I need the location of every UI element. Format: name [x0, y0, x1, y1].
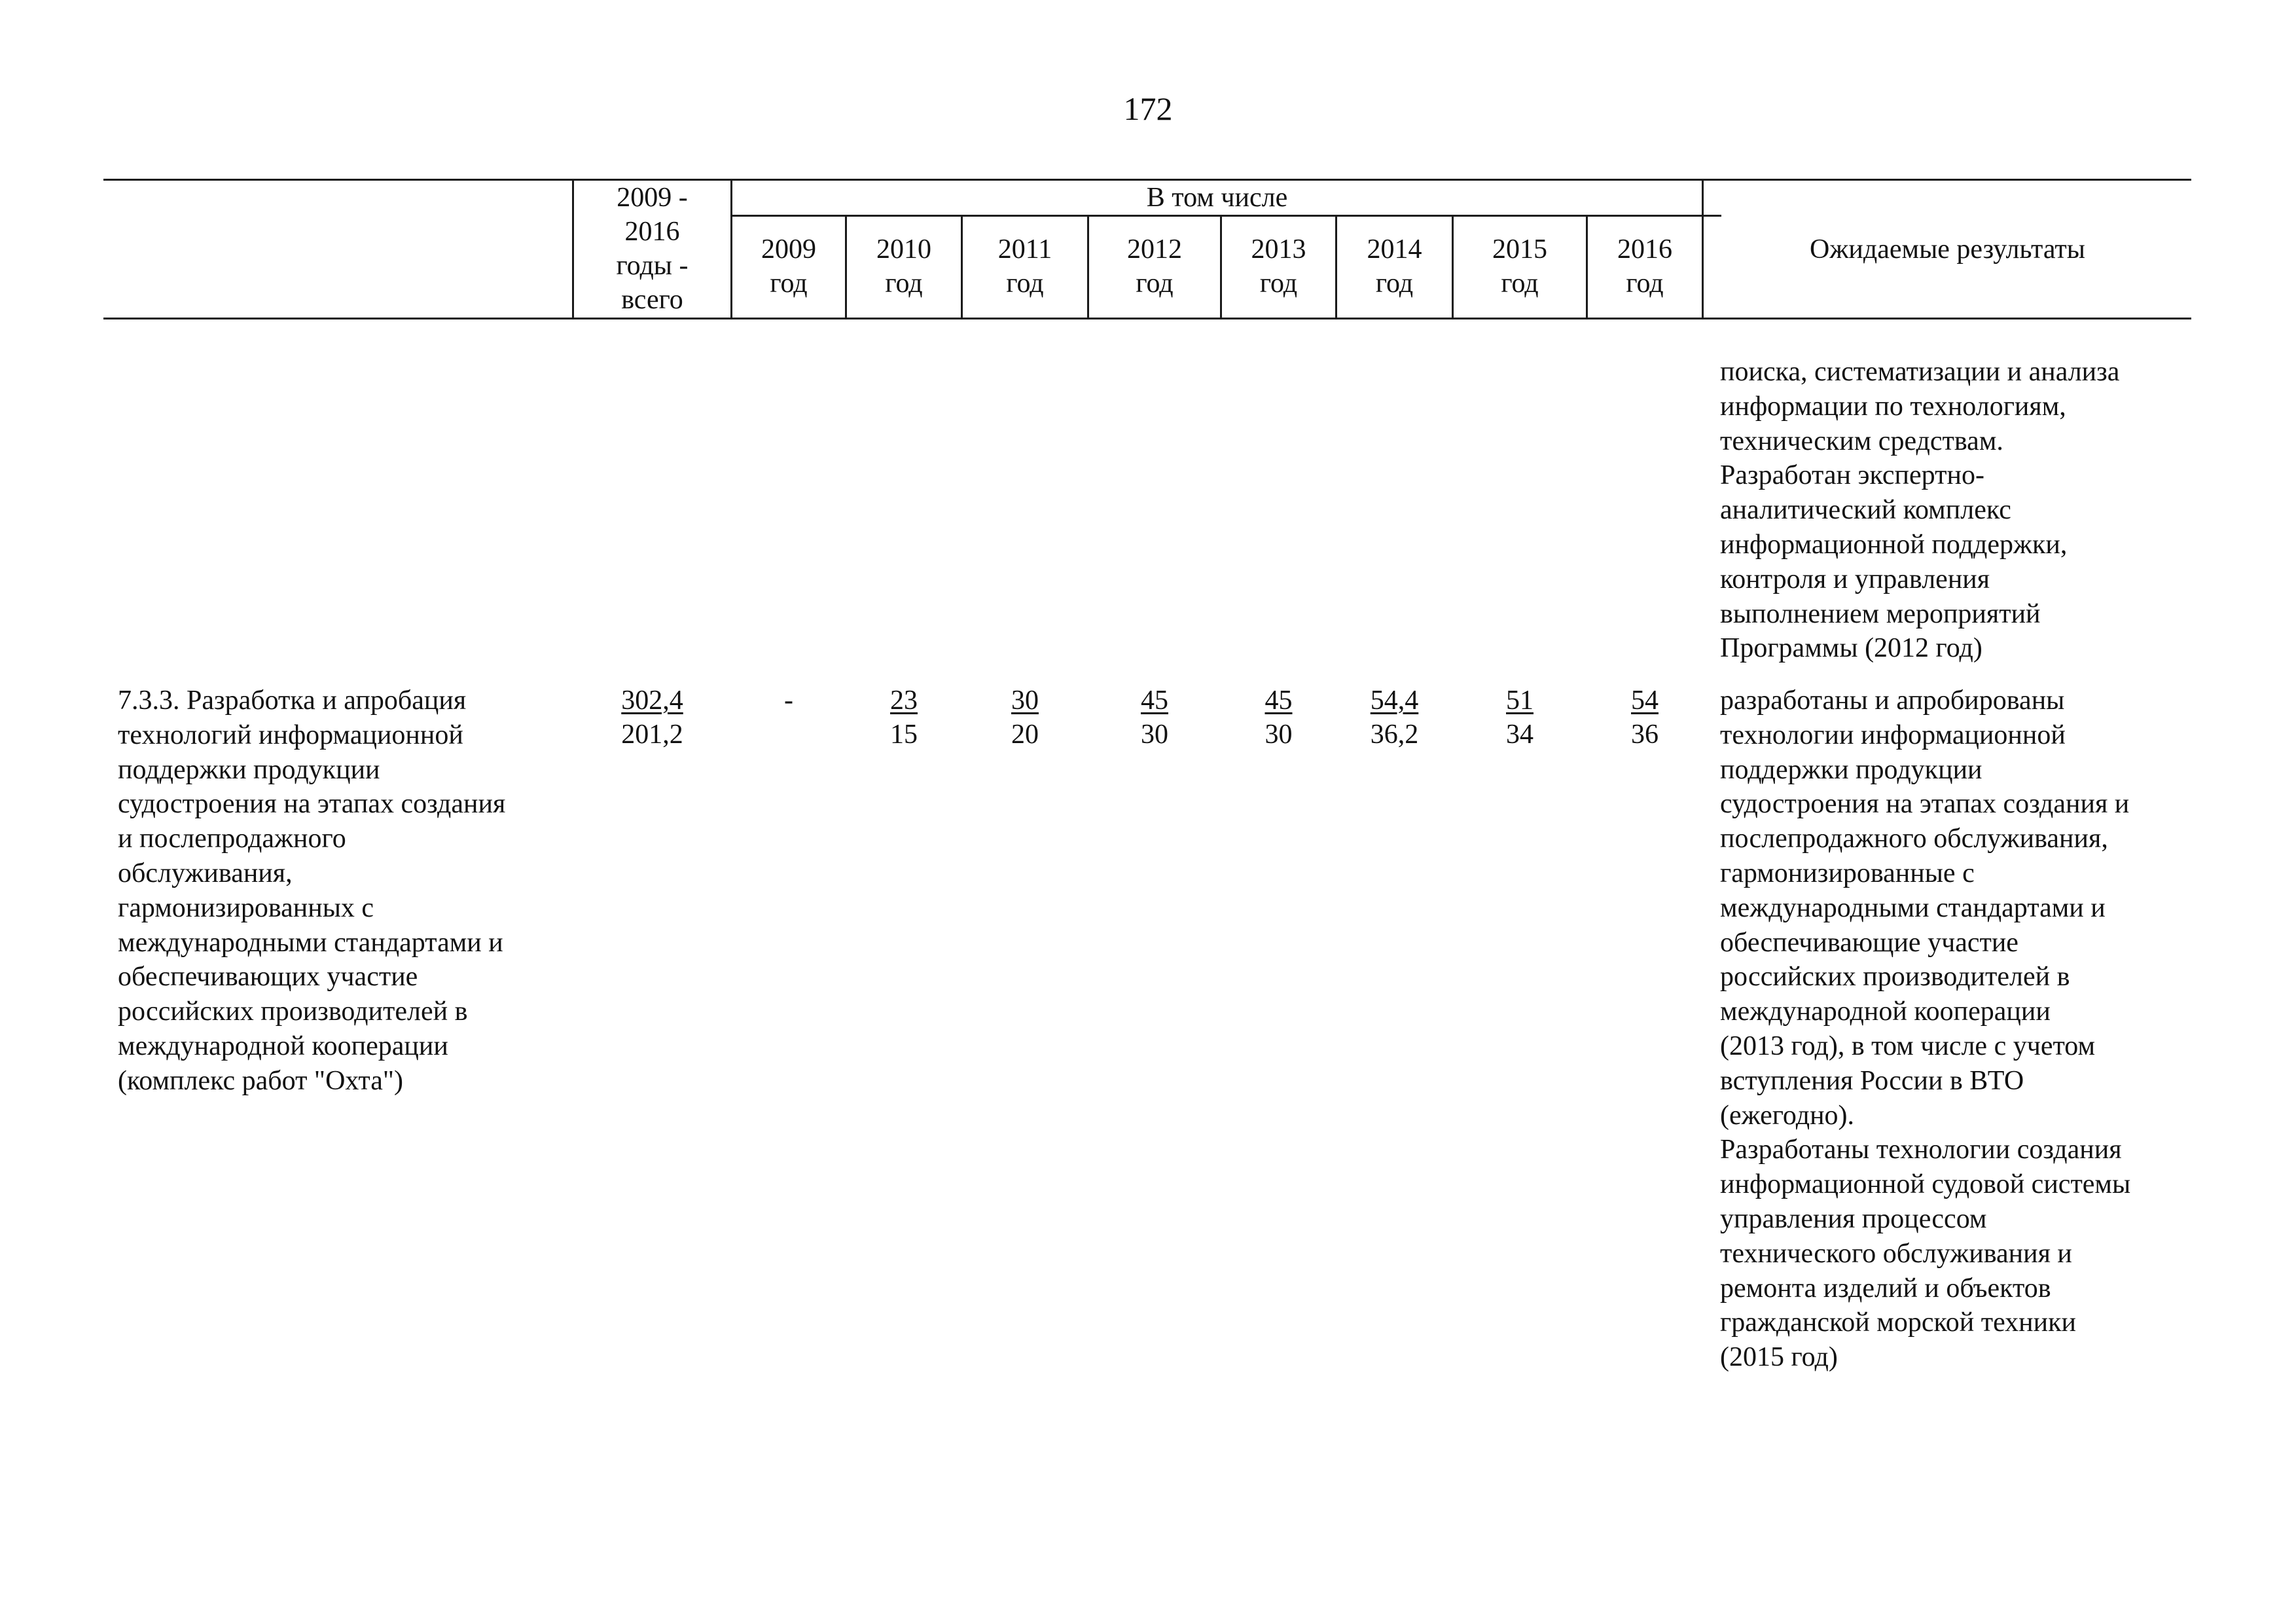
results-line: (2015 год) [1720, 1342, 1838, 1373]
item-title-line: международными стандартами и [118, 927, 503, 958]
results-line: технического обслуживания и [1720, 1238, 2072, 1269]
value-bottom: 36,2 [1370, 720, 1419, 750]
results-line: информационной поддержки, [1720, 529, 2068, 560]
results-line: информации по технологиям, [1720, 391, 2066, 422]
value-2011 [963, 684, 1087, 752]
header-including-label: В том числе [1146, 183, 1288, 213]
header-year-2014: 2014 год [1367, 234, 1422, 299]
value-2013 [1222, 684, 1335, 752]
value-bottom: 30 [1141, 720, 1168, 750]
item-title-line: технологий информационной [118, 720, 463, 750]
header-year-2009: 2009 год [761, 234, 816, 299]
value-bottom: 36 [1631, 720, 1659, 750]
header-year-2012: 2012 год [1127, 234, 1182, 299]
value-top: 51 [1506, 685, 1534, 716]
item-results [1720, 684, 2130, 1375]
header-year-2016: 2016 год [1617, 234, 1672, 299]
header-year-2015: 2015 год [1492, 234, 1547, 299]
including-rule [732, 215, 1721, 217]
value-top: 302,4 [621, 685, 683, 716]
results-line: Программы (2012 год) [1720, 633, 1982, 664]
results-line: выполнением мероприятий [1720, 598, 2041, 629]
results-line: поддержки продукции [1720, 754, 1982, 785]
results-line: послепродажного обслуживания, [1720, 824, 2108, 854]
header-bottom-rule [103, 318, 2191, 319]
item-title-line: поддержки продукции [118, 754, 380, 785]
continuation-results [1720, 355, 2119, 666]
value-top: 30 [1011, 685, 1039, 716]
results-line: поиска, систематизации и анализа [1720, 357, 2120, 387]
value-bottom: 15 [890, 720, 918, 750]
results-line: контроля и управления [1720, 564, 1990, 594]
value-2012 [1089, 684, 1220, 752]
results-line: международными стандартами и [1720, 892, 2106, 923]
results-line: (ежегодно). [1720, 1100, 1855, 1131]
header-total-line: годы - [616, 251, 689, 281]
results-line: (2013 год), в том числе с учетом [1720, 1030, 2096, 1061]
header-total-cell [574, 181, 730, 317]
results-line: технологии информационной [1720, 720, 2066, 750]
item-title-line: обслуживания, [118, 858, 293, 888]
results-line: судостроения на этапах создания и [1720, 789, 2130, 820]
value-2010 [847, 684, 961, 752]
value-total [574, 684, 730, 752]
item-title-line: гармонизированных с [118, 892, 374, 923]
value-2009 [732, 684, 845, 718]
header-year-2011: 2011 год [997, 234, 1052, 299]
value-2016 [1588, 684, 1702, 752]
header-year-2013: 2013 год [1251, 234, 1306, 299]
results-line: вступления России в ВТО [1720, 1065, 2024, 1096]
value-bottom: 30 [1265, 720, 1293, 750]
value-top: 54 [1631, 685, 1659, 716]
results-line: обеспечивающие участие [1720, 927, 2018, 958]
results-line: Разработан экспертно- [1720, 460, 1984, 491]
header-year-2010: 2010 год [876, 234, 931, 299]
results-line: разработаны и апробированы [1720, 685, 2065, 716]
item-title-line: 7.3.3. Разработка и апробация [118, 685, 467, 716]
value-bottom: 20 [1011, 720, 1039, 750]
item-title-line: (комплекс работ "Охта") [118, 1065, 403, 1096]
results-line: техническим средствам. [1720, 426, 2003, 456]
item-title-line: обеспечивающих участие [118, 962, 418, 993]
value-top: - [784, 685, 793, 716]
header-results-label: Ожидаемые результаты [1810, 234, 2085, 264]
value-2015 [1454, 684, 1586, 752]
results-line: гармонизированные с [1720, 858, 1975, 888]
item-title-line: международной кооперации [118, 1030, 448, 1061]
header-total-line: 2016 [624, 217, 680, 247]
results-line: информационной судовой системы [1720, 1169, 2131, 1200]
value-top: 45 [1265, 685, 1293, 716]
results-line: гражданской морской техники [1720, 1307, 2077, 1338]
value-2014 [1337, 684, 1452, 752]
results-line: ремонта изделий и объектов [1720, 1273, 2051, 1304]
results-line: международной кооперации [1720, 996, 2051, 1027]
item-title-line: судостроения на этапах создания [118, 789, 506, 820]
value-bottom: 201,2 [621, 720, 683, 750]
results-line: Разработаны технологии создания [1720, 1135, 2122, 1165]
item-title-line: российских производителей в [118, 996, 468, 1027]
value-bottom: 34 [1506, 720, 1534, 750]
header-total-line: 2009 - [617, 183, 688, 213]
value-top: 54,4 [1370, 685, 1419, 716]
value-top: 45 [1141, 685, 1168, 716]
results-line: аналитический комплекс [1720, 495, 2011, 526]
page-number: 172 [1123, 90, 1173, 127]
item-title [118, 684, 505, 1099]
results-line: управления процессом [1720, 1203, 1987, 1234]
results-line: российских производителей в [1720, 962, 2070, 993]
item-title-line: и послепродажного [118, 824, 346, 854]
header-total-line: всего [621, 285, 683, 315]
value-top: 23 [890, 685, 918, 716]
